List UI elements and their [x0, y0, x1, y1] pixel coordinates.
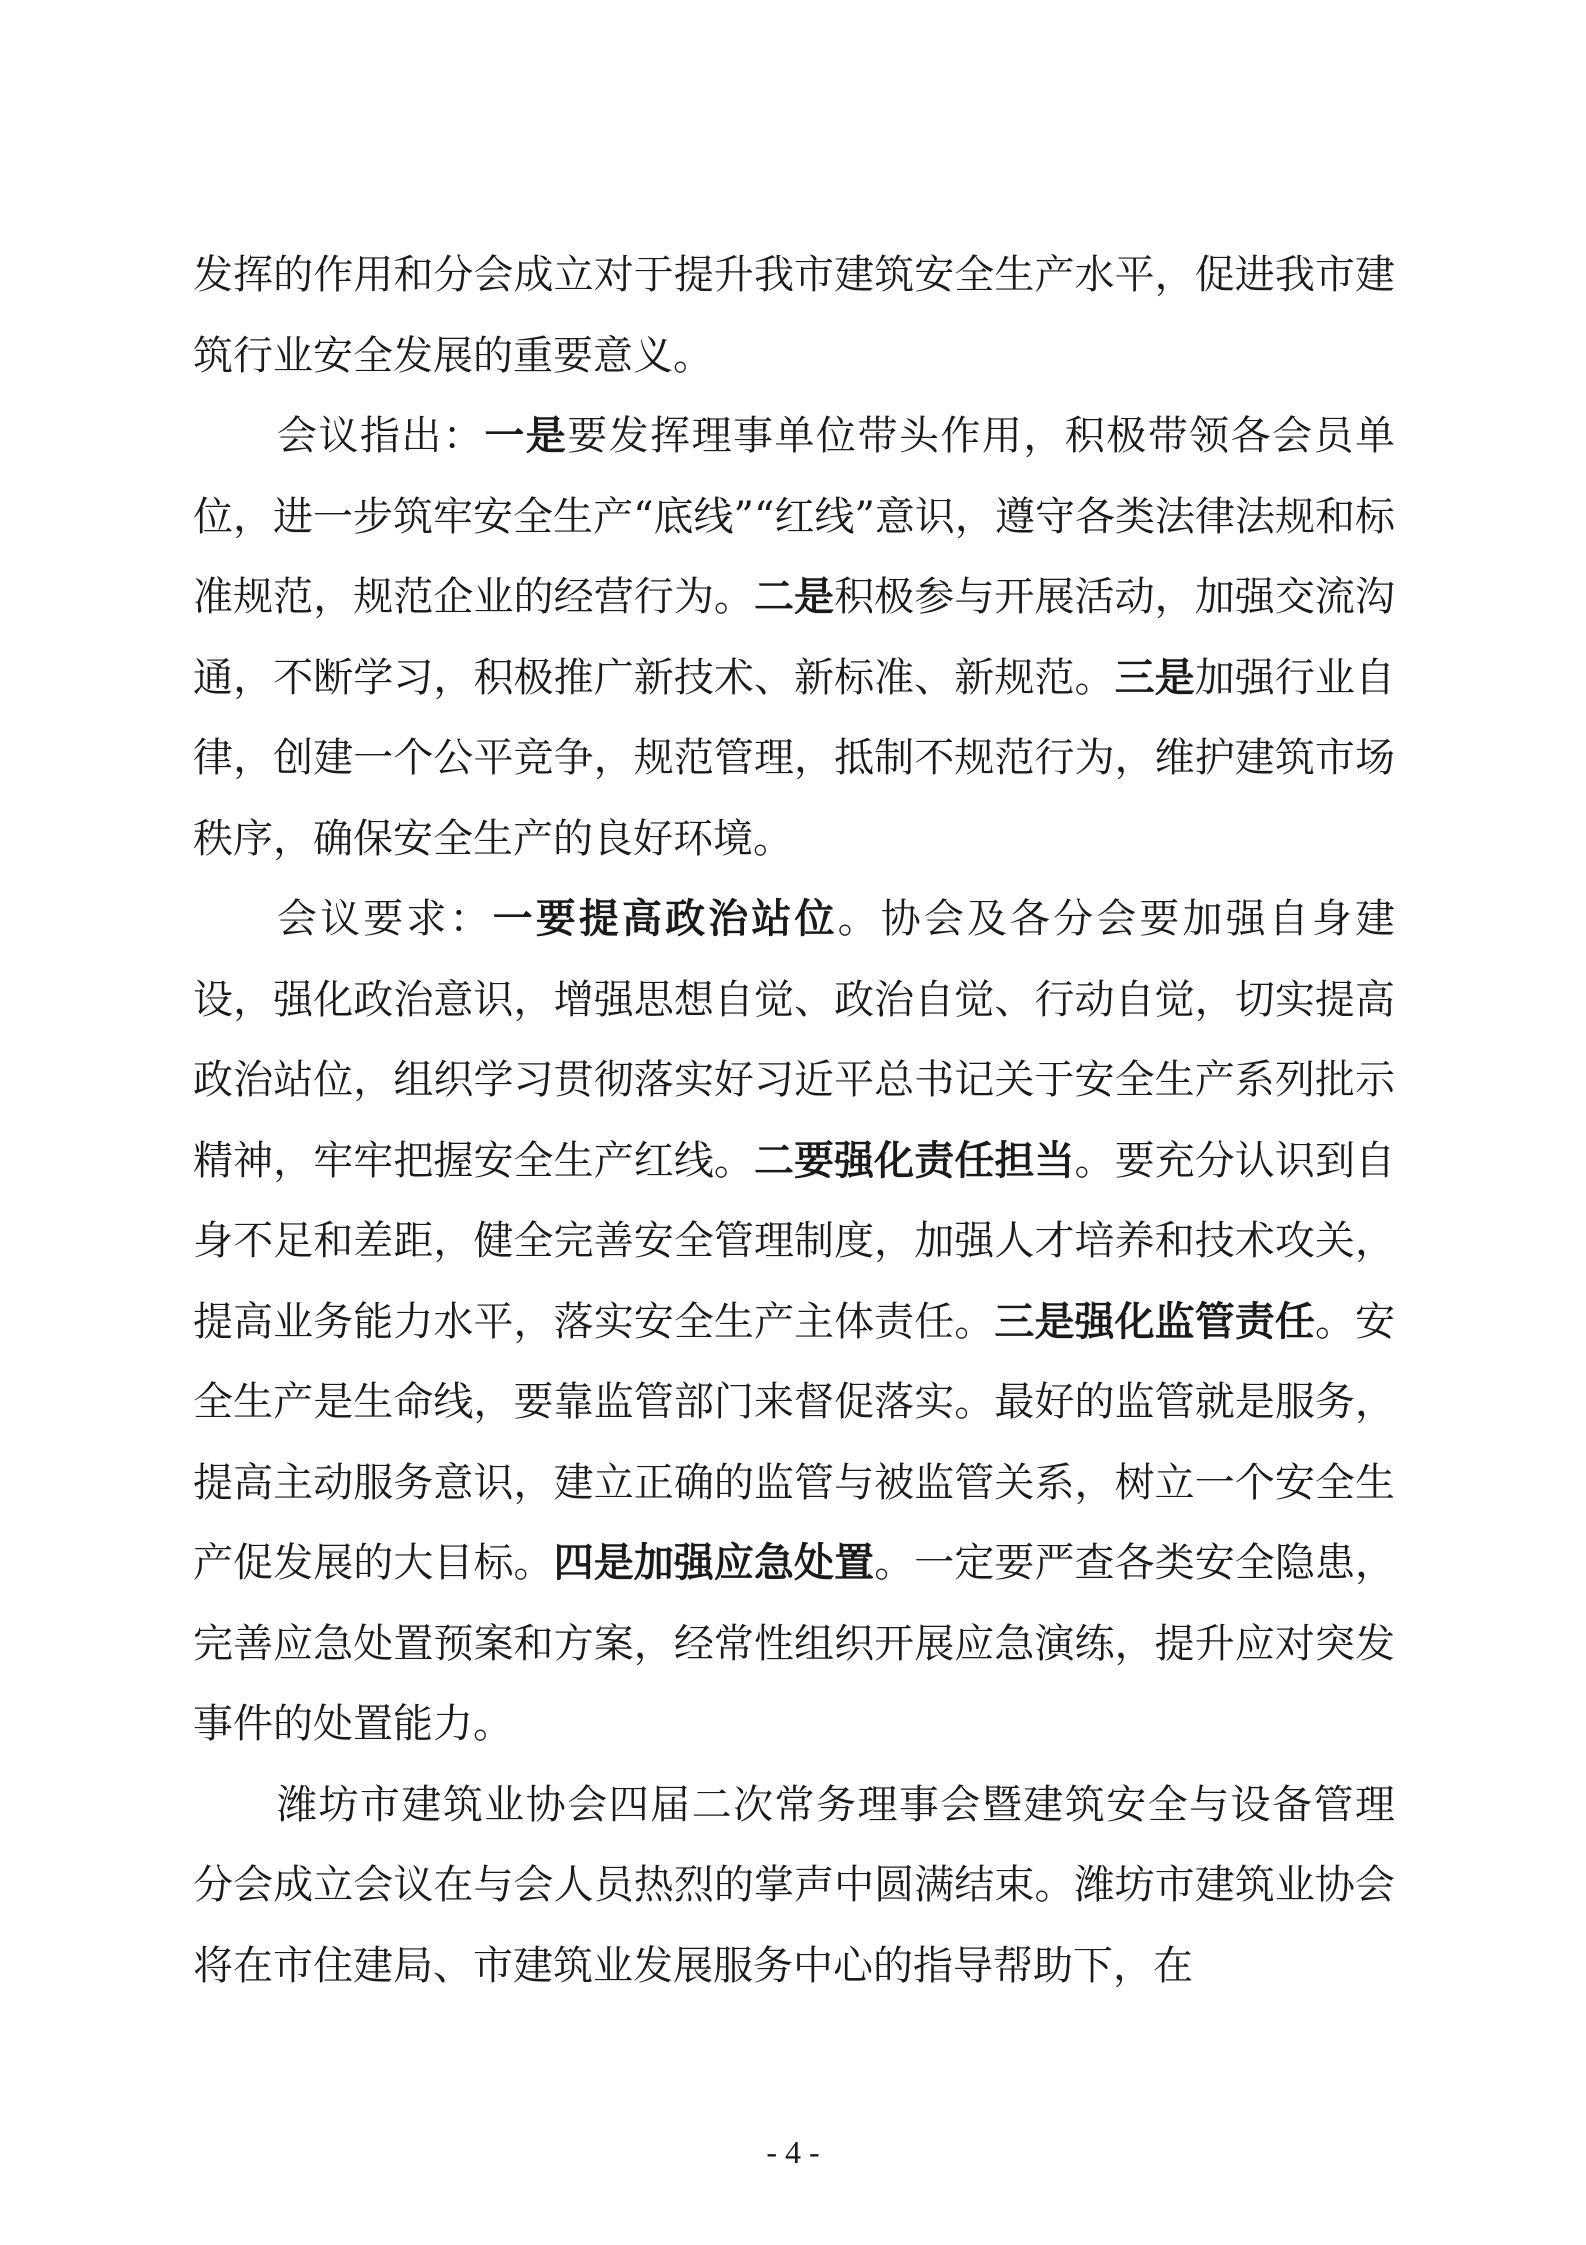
emphasis-text: 二是	[753, 574, 835, 620]
emphasis-text: 三是	[1114, 654, 1195, 701]
emphasis-text: 一是	[484, 413, 568, 459]
emphasis-text: 二要强化责任担当	[753, 1137, 1075, 1184]
page-number: - 4 -	[766, 2134, 820, 2170]
emphasis-text: 四是加强应急处置	[553, 1540, 875, 1586]
paragraph-meeting-points	[193, 396, 1395, 879]
paragraph-continuation	[193, 235, 1395, 396]
paragraph-text: 。要充分认识到自身不足和差距，健全完善安全管理制度，加强人才培养和技术攻关，提高业务能力水平，落实安全生产主体责任。	[193, 1137, 1396, 1345]
paragraph-meeting-requirements	[193, 879, 1395, 1765]
paragraph-text: 。一定要严查各类安全隐患，完善应急处置预案和方案，经常性组织开展应急演练，提升应对突发事件的处置能力。	[193, 1540, 1396, 1747]
paragraph-text: 发挥的作用和分会成立对于提升我市建筑安全生产水平，促进我市建筑行业安全发展的重要意义。	[193, 252, 1395, 379]
paragraph-text: 潍坊市建筑业协会四届二次常务理事会暨建筑安全与设备管理分会成立会议在与会人员热烈的掌声中圆满结束。潍坊市建筑业协会将在市住建局、市建筑业发展服务中心的指导帮助下，在	[193, 1781, 1395, 1989]
document-body	[193, 235, 1395, 2006]
paragraph-text: 。安全生产是生命线，要靠监管部门来督促落实。最好的监管就是服务，提高主动服务意识，建立正确的监管与被监管关系，树立一个安全生产促发展的大目标。	[193, 1298, 1396, 1586]
paragraph-text: 加强行业自律，创建一个公平竞争，规范管理，抵制不规范行为，维护建筑市场秩序，确保安全生产的良好环境。	[193, 654, 1396, 862]
paragraph-meeting-conclusion	[193, 1765, 1395, 2007]
emphasis-text: 一要提高政治站位	[492, 896, 838, 942]
paragraph-text: 。协会及各分会要加强自身建设，强化政治意识，增强思想自觉、政治自觉、行动自觉，切实提高政治站位，组织学习贯彻落实好习近平总书记关于安全生产系列批示精神，牢牢把握安全生产红线。	[193, 896, 1396, 1184]
paragraph-text: 要发挥理事单位带头作用，积极带领各会员单位，进一步筑牢安全生产“底线”“红线”意识，遵守各类法律法规和标准规范，规范企业的经营行为。	[193, 413, 1396, 620]
paragraph-text: 会议要求：	[277, 896, 493, 942]
paragraph-text: 积极参与开展活动，加强交流沟通，不断学习，积极推广新技术、新标准、新规范。	[193, 574, 1396, 701]
emphasis-text: 三是强化监管责任	[994, 1298, 1315, 1345]
paragraph-text: 会议指出：	[277, 413, 485, 459]
